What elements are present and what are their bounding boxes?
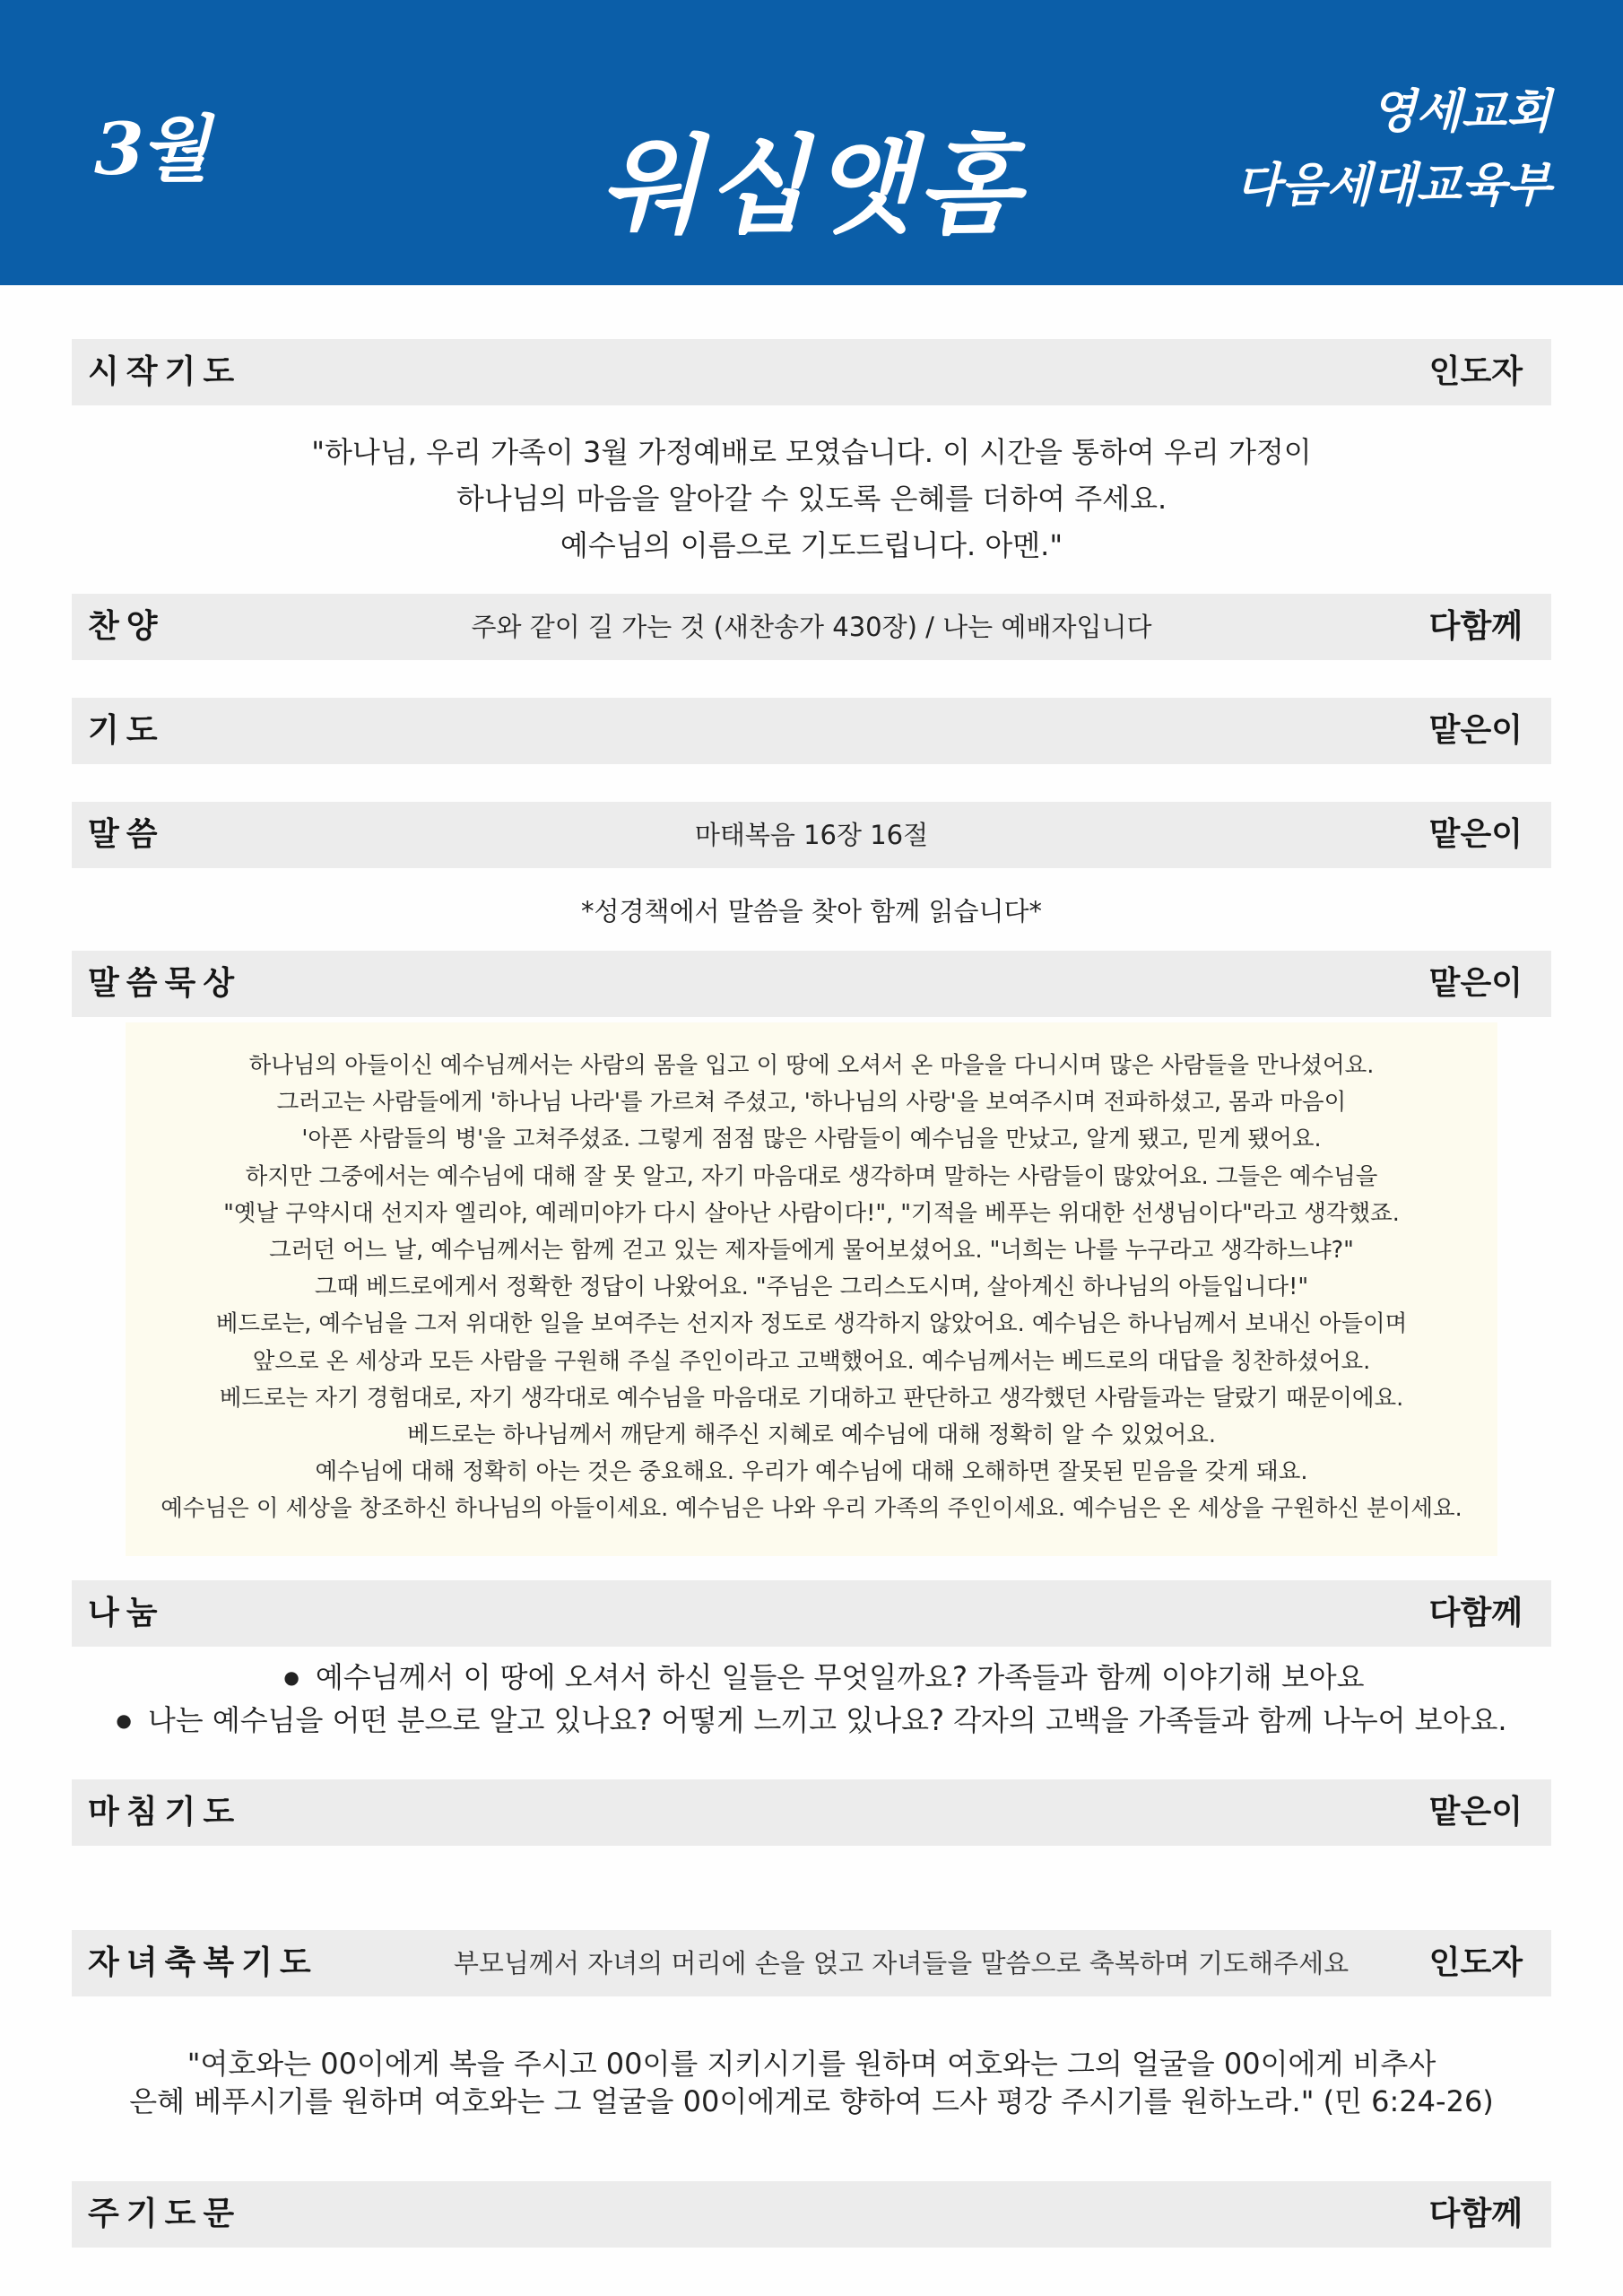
section-label: 말씀묵상 <box>88 965 242 1002</box>
section-leader: 인도자 <box>1428 1944 1523 1981</box>
section-leader: 맡은이 <box>1428 816 1523 853</box>
meditation-box <box>126 1022 1497 1556</box>
sharing-questions <box>72 1657 1551 1744</box>
section-opening-prayer <box>72 339 1551 405</box>
page-title: 워십앳홈 <box>600 123 1023 248</box>
section-label: 나눔 <box>88 1595 165 1631</box>
meditation-line: 하지만 그중에서는 예수님에 대해 잘 못 알고, 자기 마음대로 생각하며 말하는 사람들이 많았어요. 그들은 예수님을 <box>245 1162 1378 1190</box>
section-praise <box>72 594 1551 660</box>
section-leader: 맡은이 <box>1428 712 1523 749</box>
section-leader: 다함께 <box>1428 2196 1523 2232</box>
section-label: 시작기도 <box>88 353 242 390</box>
section-closing-prayer <box>72 1779 1551 1846</box>
meditation-line: 베드로는, 예수님을 그저 위대한 일을 보여주는 선지자 정도로 생각하지 않았어요. 예수님은 하나님께서 보내신 아들이며 <box>215 1310 1408 1338</box>
church-name: 영세교회 <box>1371 84 1551 139</box>
meditation-line: 앞으로 온 세상과 모든 사람을 구원해 주실 주인이라고 고백했어요. 예수님께서는 베드로의 대답을 칭찬하셨어요. <box>252 1347 1371 1375</box>
section-label: 주기도문 <box>88 2196 242 2232</box>
meditation-line: '아픈 사람들의 병'을 고쳐주셨죠. 그렇게 점점 많은 사람들이 예수님을 만났고, 알게 됐고, 믿게 됐어요. <box>301 1126 1322 1153</box>
prayer-line: 하나님의 마음을 알아갈 수 있도록 은혜를 더하여 주세요. <box>456 482 1167 516</box>
opening-prayer-text <box>72 429 1551 569</box>
meditation-line: 베드로는 자기 경험대로, 자기 생각대로 예수님을 마음대로 기대하고 판단하고 생각했던 사람들과는 달랐기 때문이에요. <box>219 1384 1404 1412</box>
header-banner <box>0 0 1623 285</box>
scripture-reference: 마태복음 16장 16절 <box>694 820 929 850</box>
meditation-line: "옛날 구약시대 선지자 엘리야, 예레미야가 다시 살아난 사람이다!", "기적을 베푸는 위대한 선생님이다"라고 생각했죠. <box>223 1199 1400 1227</box>
reading-note: *성경책에서 말씀을 찾아 함께 읽습니다* <box>580 896 1043 926</box>
section-lords-prayer <box>72 2181 1551 2248</box>
section-leader: 인도자 <box>1428 353 1523 390</box>
blessing-line: 은혜 베푸시기를 원하며 여호와는 그 얼굴을 00이에게로 향하여 드사 평강 주시기를 원하노라." (민 6:24-26) <box>129 2084 1494 2118</box>
section-label: 말씀 <box>88 816 165 853</box>
section-word <box>72 802 1551 868</box>
praise-songs: 주와 같이 길 가는 것 (새찬송가 430장) / 나는 예배자입니다 <box>471 612 1152 642</box>
section-sharing <box>72 1580 1551 1647</box>
section-label: 마침기도 <box>88 1794 242 1831</box>
section-label: 찬양 <box>88 608 165 645</box>
section-prayer <box>72 698 1551 764</box>
sharing-question: ● 나는 예수님을 어떤 분으로 알고 있나요? 어떻게 느끼고 있나요? 각자의 고백을 가족들과 함께 나누어 보아요. <box>72 1700 1551 1744</box>
blessing-instruction: 부모님께서 자녀의 머리에 손을 얹고 자녀들을 말씀으로 축복하며 기도해주세요 <box>453 1948 1350 1979</box>
section-leader: 맡은이 <box>1428 965 1523 1002</box>
prayer-line: "하나님, 우리 가족이 3월 가정예배로 모였습니다. 이 시간을 통하여 우리 가정이 <box>311 435 1312 469</box>
meditation-line: 그때 베드로에게서 정확한 정답이 나왔어요. "주님은 그리스도시며, 살아계신 하나님의 아들입니다!" <box>314 1274 1309 1301</box>
section-meditation <box>72 951 1551 1017</box>
section-leader: 맡은이 <box>1428 1794 1523 1831</box>
blessing-text <box>72 2045 1551 2120</box>
prayer-line: 예수님의 이름으로 기도드립니다. 아멘." <box>560 528 1063 562</box>
meditation-line: 그러고는 사람들에게 '하나님 나라'를 가르쳐 주셨고, '하나님의 사랑'을 보여주시며 전파하셨고, 몸과 마음이 <box>276 1089 1347 1117</box>
sharing-question: ● 예수님께서 이 땅에 오셔서 하신 일들은 무엇일까요? 가족들과 함께 이야기해 보아요 <box>72 1657 1551 1700</box>
section-leader: 다함께 <box>1428 608 1523 645</box>
section-label: 자녀축복기도 <box>88 1944 318 1981</box>
meditation-line: 베드로는 하나님께서 깨닫게 해주신 지혜로 예수님에 대해 정확히 알 수 있었어요. <box>406 1422 1217 1449</box>
department-name: 다음세대교육부 <box>1236 158 1551 213</box>
meditation-line: 예수님은 이 세상을 창조하신 하나님의 아들이세요. 예수님은 나와 우리 가족의 주인이세요. 예수님은 온 세상을 구원하신 분이세요. <box>161 1495 1462 1523</box>
meditation-line: 그러던 어느 날, 예수님께서는 함께 걷고 있는 제자들에게 물어보셨어요. "너희는 나를 누구라고 생각하느냐?" <box>269 1237 1354 1265</box>
organization <box>1236 75 1551 222</box>
blessing-line: "여호와는 00이에게 복을 주시고 00이를 지키시기를 원하며 여호와는 그의 얼굴을 00이에게 비추사 <box>187 2047 1436 2081</box>
section-label: 기도 <box>88 712 165 749</box>
month-label: 3월 <box>94 107 206 191</box>
section-children-blessing <box>72 1930 1551 1996</box>
meditation-line: 하나님의 아들이신 예수님께서는 사람의 몸을 입고 이 땅에 오셔서 온 마을을 다니시며 많은 사람들을 만나셨어요. <box>248 1052 1375 1079</box>
section-leader: 다함께 <box>1428 1595 1523 1631</box>
meditation-line: 예수님에 대해 정확히 아는 것은 중요해요. 우리가 예수님에 대해 오해하면 잘못된 믿음을 갖게 돼요. <box>315 1458 1308 1486</box>
